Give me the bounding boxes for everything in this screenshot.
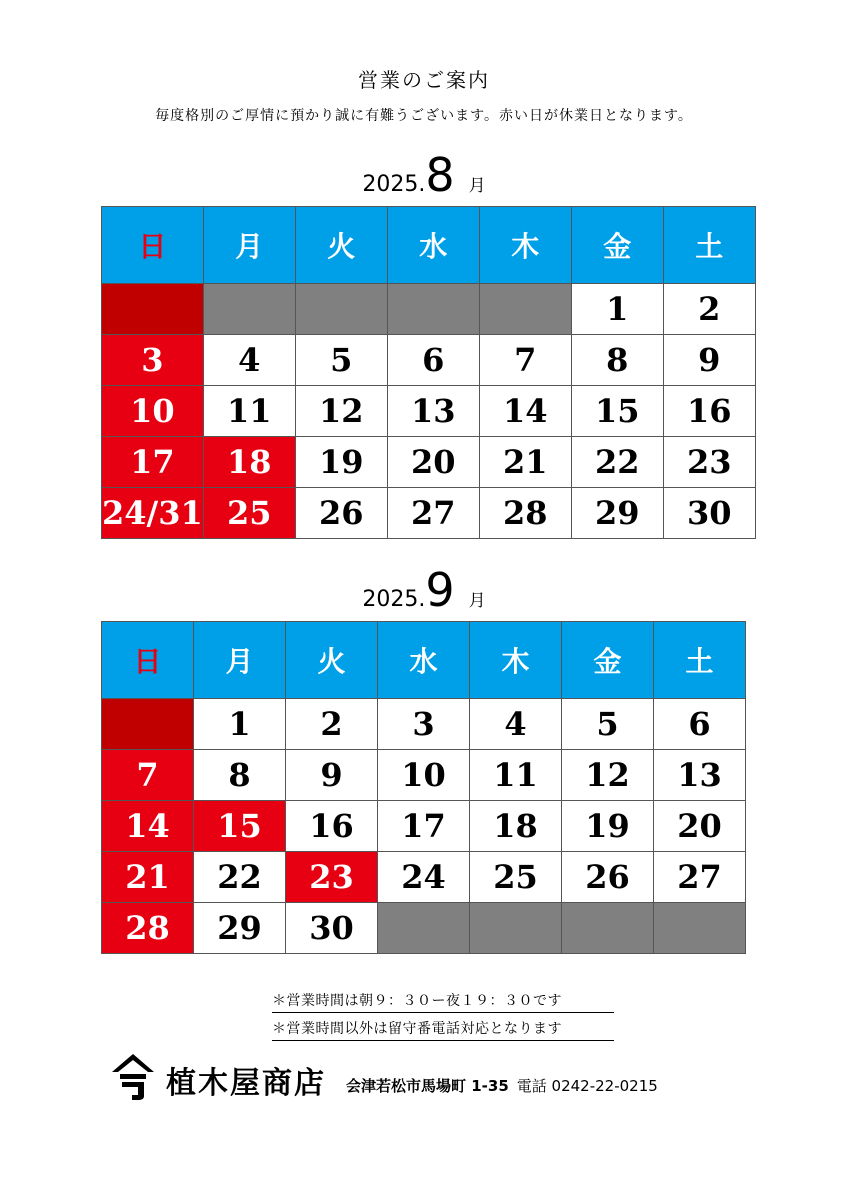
shop-name: 植木屋商店 <box>166 1066 326 1101</box>
day-cell: 13 <box>654 750 746 801</box>
day-cell: 2 <box>286 699 378 750</box>
month-heading-september <box>0 563 848 617</box>
empty-cell <box>102 284 204 335</box>
day-cell: 26 <box>295 488 387 539</box>
day-cell: 22 <box>571 437 663 488</box>
weekday-sun: 日 <box>102 207 204 284</box>
day-cell: 19 <box>295 437 387 488</box>
day-cell: 13 <box>387 386 479 437</box>
weekday-sat: 土 <box>654 622 746 699</box>
day-cell: 2 <box>663 284 755 335</box>
weekday-tue: 火 <box>286 622 378 699</box>
day-cell: 24 <box>378 852 470 903</box>
day-cell: 14 <box>479 386 571 437</box>
day-cell: 5 <box>295 335 387 386</box>
day-cell: 21 <box>102 852 194 903</box>
day-cell: 23 <box>663 437 755 488</box>
day-cell: 11 <box>470 750 562 801</box>
empty-cell <box>470 903 562 954</box>
day-cell: 24/31 <box>102 488 204 539</box>
day-cell: 3 <box>378 699 470 750</box>
weekday-wed: 水 <box>387 207 479 284</box>
weekday-thu: 木 <box>470 622 562 699</box>
day-cell: 21 <box>479 437 571 488</box>
empty-cell <box>378 903 470 954</box>
day-cell: 4 <box>203 335 295 386</box>
day-cell: 22 <box>194 852 286 903</box>
weekday-thu: 木 <box>479 207 571 284</box>
weekday-sun: 日 <box>102 622 194 699</box>
day-cell: 8 <box>571 335 663 386</box>
weekday-tue: 火 <box>295 207 387 284</box>
empty-cell <box>295 284 387 335</box>
week-row <box>102 903 746 954</box>
weekday-sat: 土 <box>663 207 755 284</box>
week-row <box>102 284 756 335</box>
day-cell: 15 <box>571 386 663 437</box>
day-cell: 9 <box>286 750 378 801</box>
day-cell: 5 <box>562 699 654 750</box>
day-cell: 3 <box>102 335 204 386</box>
year-label: 2025. <box>362 587 426 612</box>
day-cell: 9 <box>663 335 755 386</box>
empty-cell <box>654 903 746 954</box>
day-cell: 6 <box>654 699 746 750</box>
week-row <box>102 852 746 903</box>
day-cell: 10 <box>102 386 204 437</box>
day-cell: 1 <box>571 284 663 335</box>
empty-cell <box>203 284 295 335</box>
empty-cell <box>479 284 571 335</box>
day-cell: 18 <box>203 437 295 488</box>
month-unit: 月 <box>468 591 486 611</box>
month-unit: 月 <box>468 176 486 196</box>
day-cell: 25 <box>470 852 562 903</box>
day-cell: 30 <box>286 903 378 954</box>
day-cell: 20 <box>387 437 479 488</box>
month-number: 8 <box>425 148 455 202</box>
week-row <box>102 437 756 488</box>
shop-logo-icon <box>110 1052 156 1102</box>
day-cell: 25 <box>203 488 295 539</box>
day-cell: 27 <box>387 488 479 539</box>
day-cell: 28 <box>102 903 194 954</box>
day-cell: 12 <box>562 750 654 801</box>
day-cell: 6 <box>387 335 479 386</box>
day-cell: 17 <box>102 437 204 488</box>
phone-number: 電話 0242-22-0215 <box>516 1077 658 1095</box>
day-cell: 10 <box>378 750 470 801</box>
weekday-mon: 月 <box>194 622 286 699</box>
day-cell: 16 <box>663 386 755 437</box>
shop-address <box>346 1075 658 1096</box>
day-cell: 23 <box>286 852 378 903</box>
day-cell: 11 <box>203 386 295 437</box>
week-row <box>102 488 756 539</box>
day-cell: 15 <box>194 801 286 852</box>
day-cell: 7 <box>479 335 571 386</box>
day-cell: 1 <box>194 699 286 750</box>
day-cell: 28 <box>479 488 571 539</box>
hours-note: ＊営業時間は朝９：３０ー夜１９：３０です <box>272 990 614 1013</box>
day-cell: 18 <box>470 801 562 852</box>
weekday-mon: 月 <box>203 207 295 284</box>
address-text: 会津若松市馬場町 1-35 <box>346 1077 509 1095</box>
week-row <box>102 699 746 750</box>
page-title: 営業のご案内 <box>358 68 490 92</box>
weekday-header-row <box>102 622 746 699</box>
weekday-fri: 金 <box>571 207 663 284</box>
empty-cell <box>102 699 194 750</box>
weekday-header-row <box>102 207 756 284</box>
day-cell: 17 <box>378 801 470 852</box>
day-cell: 14 <box>102 801 194 852</box>
empty-cell <box>387 284 479 335</box>
day-cell: 29 <box>571 488 663 539</box>
day-cell: 20 <box>654 801 746 852</box>
month-heading-august <box>0 148 848 202</box>
weekday-fri: 金 <box>562 622 654 699</box>
day-cell: 7 <box>102 750 194 801</box>
calendar-august <box>101 206 756 539</box>
week-row <box>102 386 756 437</box>
intro-text: 毎度格別のご厚情に預かり誠に有難うございます。赤い日が休業日となります。 <box>155 108 693 124</box>
day-cell: 16 <box>286 801 378 852</box>
calendar-september <box>101 621 746 954</box>
empty-cell <box>562 903 654 954</box>
day-cell: 29 <box>194 903 286 954</box>
day-cell: 27 <box>654 852 746 903</box>
footer <box>110 1052 658 1102</box>
day-cell: 8 <box>194 750 286 801</box>
day-cell: 19 <box>562 801 654 852</box>
weekday-wed: 水 <box>378 622 470 699</box>
year-label: 2025. <box>362 172 426 197</box>
month-number: 9 <box>425 563 455 617</box>
day-cell: 30 <box>663 488 755 539</box>
voicemail-note: ＊営業時間以外は留守番電話対応となります <box>272 1018 614 1041</box>
week-row <box>102 750 746 801</box>
day-cell: 26 <box>562 852 654 903</box>
week-row <box>102 335 756 386</box>
week-row <box>102 801 746 852</box>
day-cell: 4 <box>470 699 562 750</box>
day-cell: 12 <box>295 386 387 437</box>
